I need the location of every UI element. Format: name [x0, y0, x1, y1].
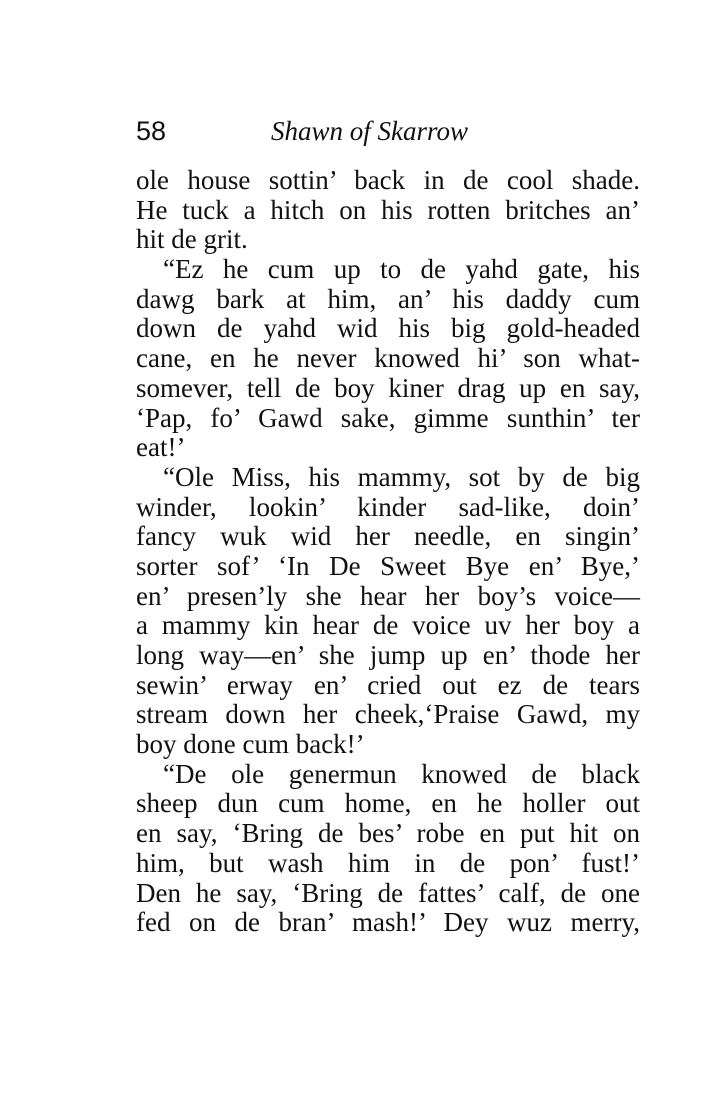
text-line: ‘Pap, fo’ Gawd sake, gimme sunthin’ ter [136, 402, 640, 433]
text-line: “Ole Miss, his mammy, sot by de big [163, 461, 640, 492]
text-line: fancy wuk wid her needle, en singin’ [136, 521, 640, 552]
text-line: winder, lookin’ kinder sad-like, doin’ [136, 491, 640, 522]
text-line: en’ presen’ly she hear her boy’s voice— [136, 580, 640, 611]
text-line: sheep dun cum home, en he holler out [136, 788, 640, 819]
text-line: ole house sottin’ back in de cool shade. [136, 165, 640, 195]
text-line: stream down her cheek,‘Praise Gawd, my [136, 699, 640, 730]
text-line: He tuck a hitch on his rotten britches an’ [136, 194, 640, 225]
running-head [136, 112, 640, 152]
text-line: en say, ‘Bring de bes’ robe en put hit on [136, 818, 640, 849]
text-line: sewin’ erway en’ cried out ez de tears [136, 669, 640, 700]
text-line: cane, en he never knowed hi’ son what- [136, 343, 640, 374]
text-line: “Ez he cum up to de yahd gate, his [163, 254, 640, 285]
book-title: Shawn of Skarrow [271, 116, 469, 146]
text-line: a mammy kin hear de voice uv her boy a [136, 610, 640, 641]
text-line: him, but wash him in de pon’ fust!’ [136, 847, 640, 878]
text-line: somever, tell de boy kiner drag up en say, [136, 372, 640, 403]
text-line: hit de grit. [136, 224, 248, 255]
text-line: boy done cum back!’ [136, 729, 365, 760]
page-number: 58 [136, 116, 167, 146]
text-line: eat!’ [136, 432, 186, 463]
text-line: down de yahd wid his big gold-headed [136, 313, 640, 344]
text-line: “De ole genermun knowed de black [163, 758, 640, 789]
text-line: Den he say, ‘Bring de fattes’ calf, de one [136, 877, 640, 908]
text-line: dawg bark at him, an’ his daddy cum [136, 283, 640, 314]
text-line: fed on de bran’ mash!’ Dey wuz merry, [136, 907, 640, 938]
text-line: long way—en’ she jump up en’ thode her [136, 640, 640, 670]
body-text [136, 166, 640, 938]
text-line: sorter sof’ ‘In De Sweet Bye en’ Bye,’ [136, 550, 640, 581]
